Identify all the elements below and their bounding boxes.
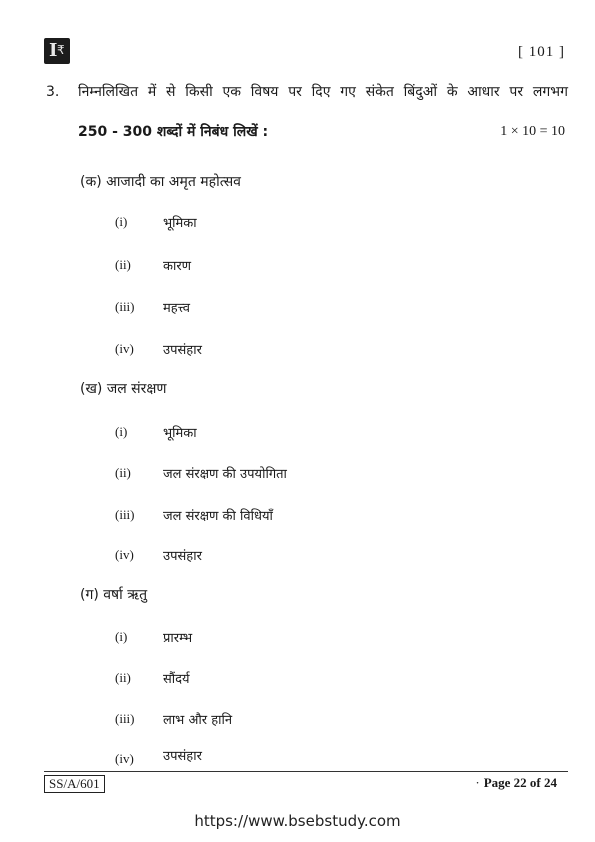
question-number: 3. xyxy=(46,84,60,100)
point-number: (iii) xyxy=(115,711,135,726)
point-text: लाभ और हानि xyxy=(163,713,233,728)
point-text: उपसंहार xyxy=(163,749,202,764)
topic-heading: (क) आजादी का अमृत महोत्सव xyxy=(80,174,241,190)
point-text: प्रारम्भ xyxy=(163,631,193,646)
source-url: https://www.bsebstudy.com xyxy=(194,812,401,830)
point-number: (ii) xyxy=(115,465,131,480)
point-number: (i) xyxy=(115,424,128,439)
topic-heading: (ग) वर्षा ऋतु xyxy=(80,587,148,603)
question-marks: 1 × 10 = 10 xyxy=(500,124,565,139)
point-text: कारण xyxy=(163,259,192,274)
point-text: जल संरक्षण की विधियाँ xyxy=(163,509,273,524)
page-number: · Page 22 of 24 xyxy=(475,775,557,790)
point-number: (ii) xyxy=(115,257,131,272)
point-text: महत्त्व xyxy=(163,301,190,316)
point-text: सौंदर्य xyxy=(163,672,190,687)
point-number: (i) xyxy=(115,629,128,644)
publisher-logo: I ₹ xyxy=(44,38,70,64)
point-number: (iv) xyxy=(115,341,134,356)
page-marker: [ 101 ] xyxy=(518,44,565,60)
footer-divider xyxy=(44,771,568,772)
point-text: उपसंहार xyxy=(163,343,202,358)
question-instruction-line-1: निम्नलिखित में से किसी एक विषय पर दिए गए संकेत बिंदुओं के आधार पर लगभग xyxy=(78,84,568,100)
point-number: (iii) xyxy=(115,299,135,314)
page-number-text: Page 22 of 24 xyxy=(483,775,557,790)
point-text: भूमिका xyxy=(163,216,197,231)
point-number: (i) xyxy=(115,214,128,229)
topic-heading: (ख) जल संरक्षण xyxy=(80,381,167,397)
paper-code: SS/A/601 xyxy=(44,775,105,793)
point-number: (ii) xyxy=(115,670,131,685)
point-text: भूमिका xyxy=(163,426,197,441)
point-number: (iv) xyxy=(115,547,134,562)
point-number: (iii) xyxy=(115,507,135,522)
point-text: जल संरक्षण की उपयोगिता xyxy=(163,467,287,482)
question-instruction-line-2: 250 - 300 शब्दों में निबंध लिखें : xyxy=(78,124,269,140)
point-number: (iv) xyxy=(115,751,134,766)
point-text: उपसंहार xyxy=(163,549,202,564)
